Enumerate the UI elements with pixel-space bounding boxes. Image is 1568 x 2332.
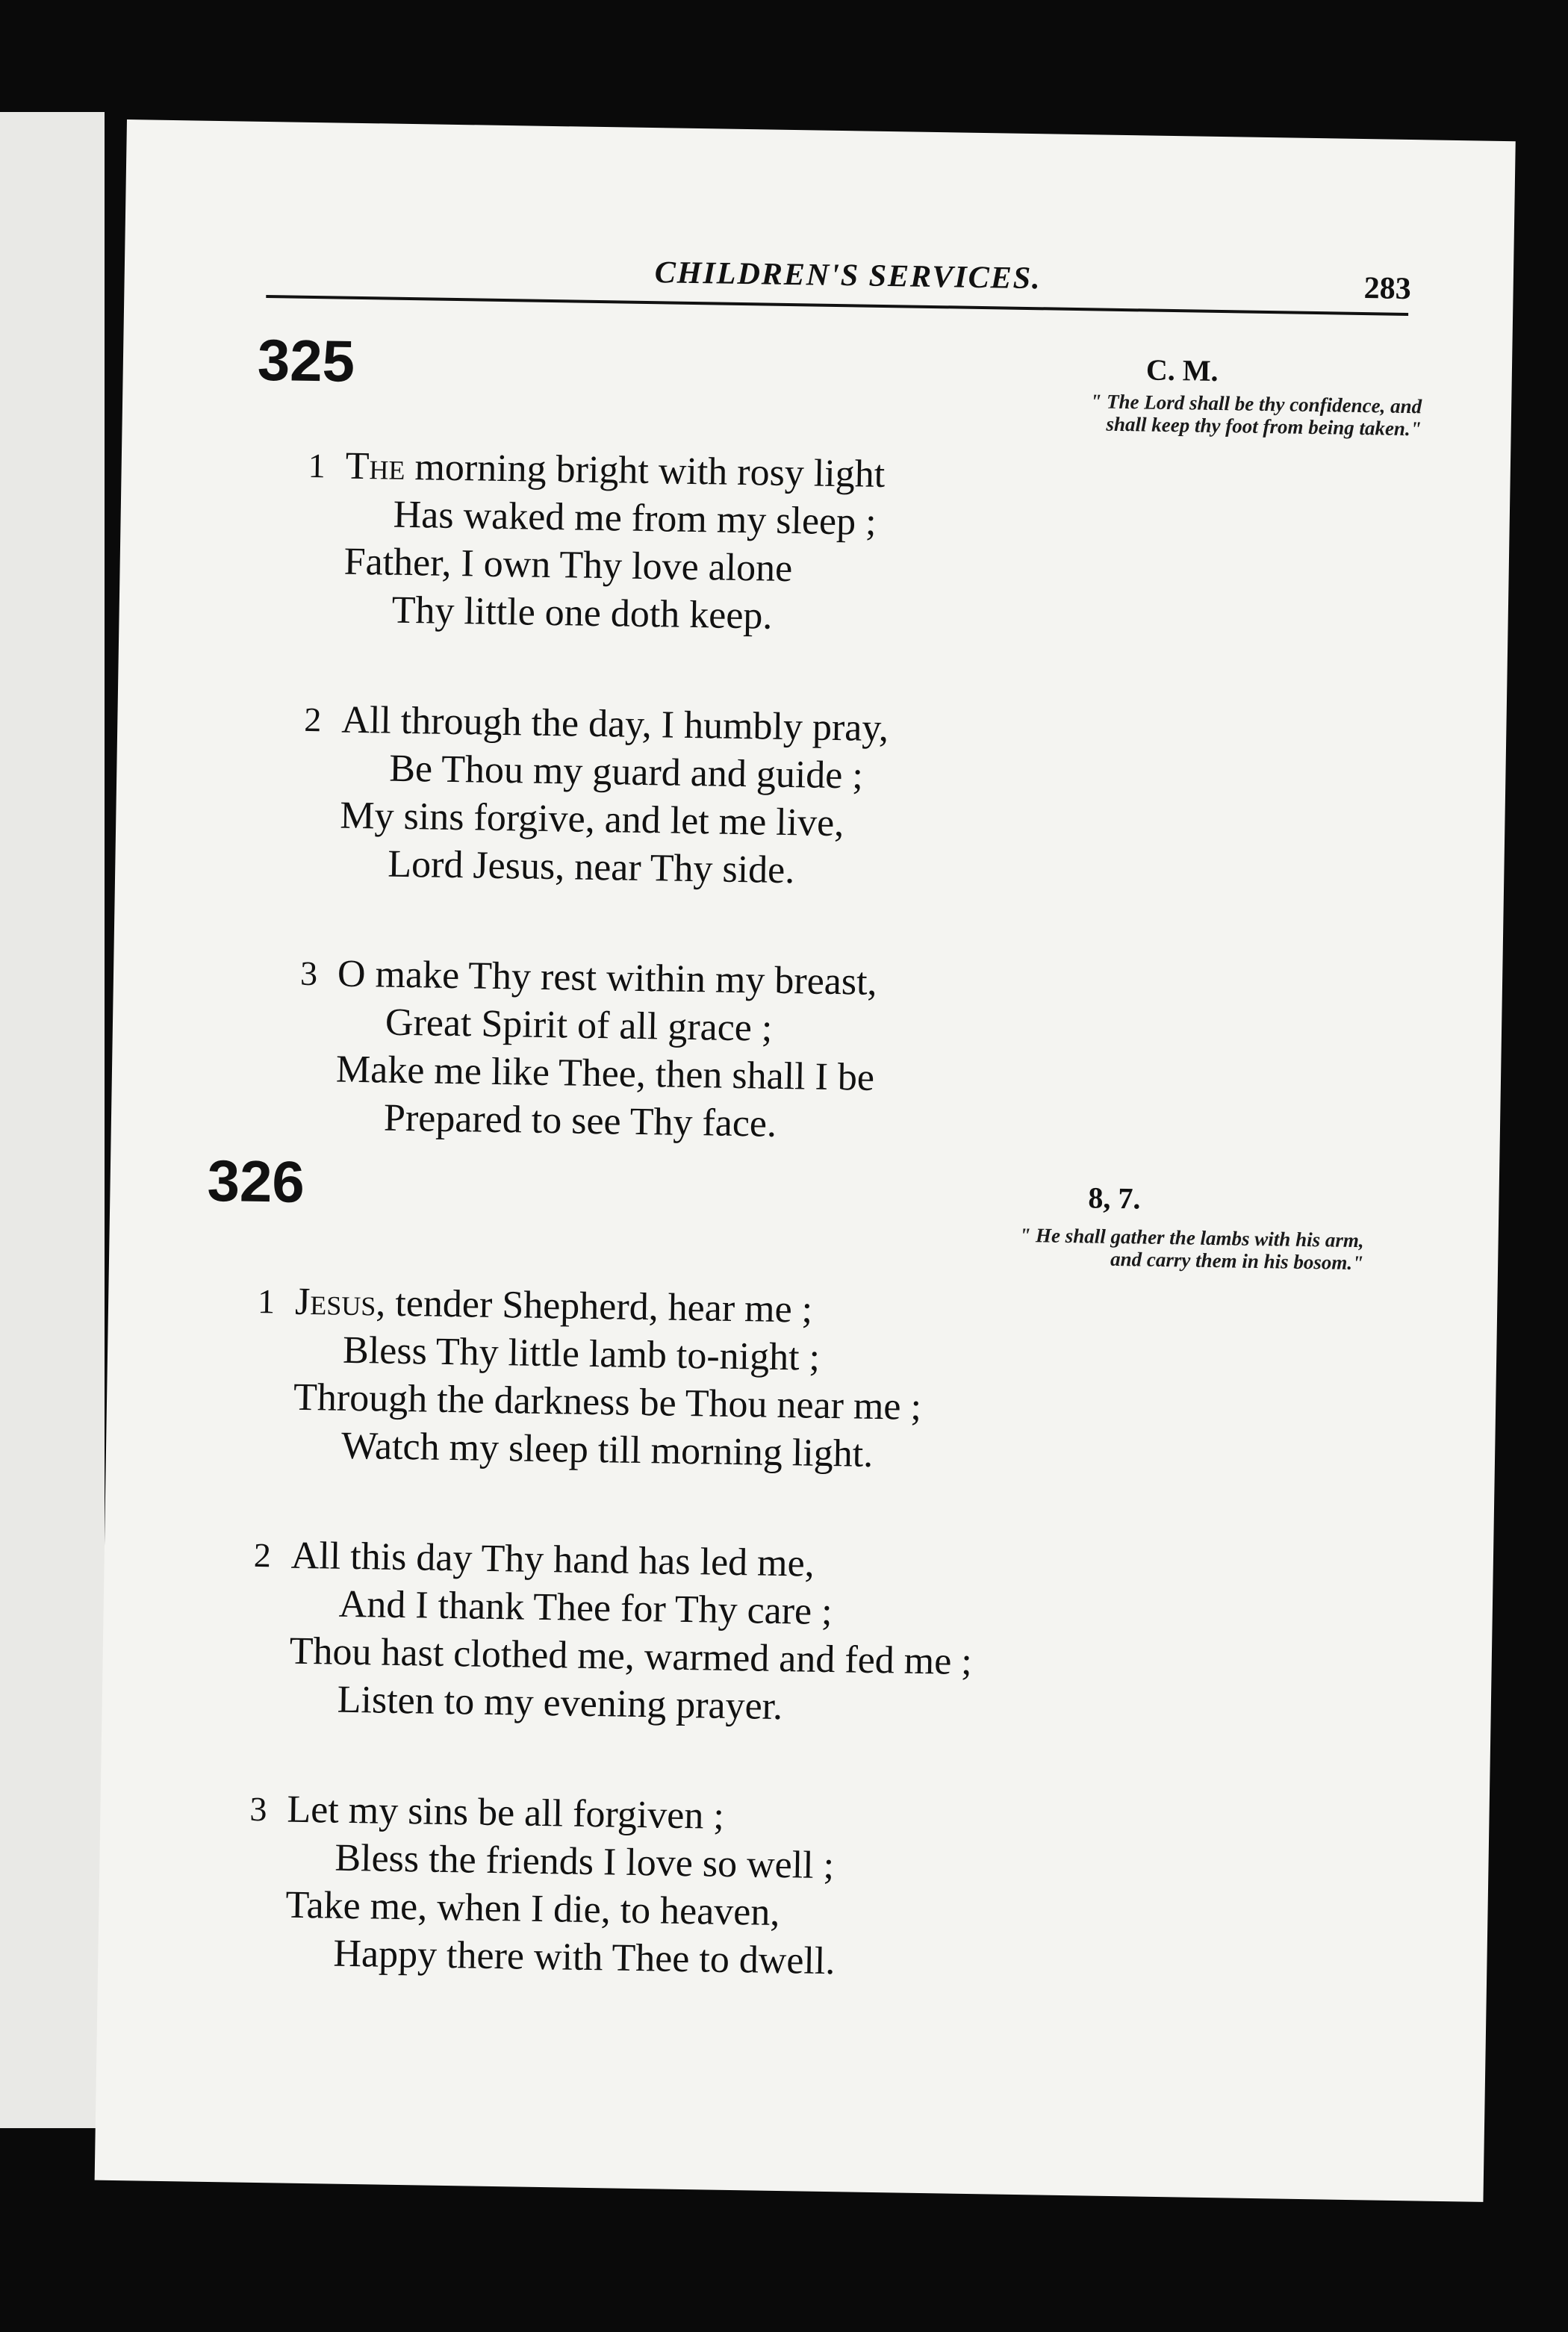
verse-line: Thy little one doth keep. [391,588,773,638]
verse-number: 3 [299,954,318,993]
verse-line: My sins forgive, and let me live, [339,794,844,845]
verse-line: Lord Jesus, near Thy side. [387,842,795,892]
verse [109,1277,1498,1476]
hymn-number: 326 [207,1147,305,1215]
verse-line: Happy there with Thee to dwell. [333,1932,836,1983]
verse-line: All through the day, I humbly pray, [340,698,889,750]
verse-line: And I thank Thee for Thy care ; [338,1582,833,1634]
verse-number: 2 [304,700,322,739]
verse-line: Take me, when I die, to heaven, [285,1883,780,1935]
verse-line: Watch my sleep till morning light. [340,1424,874,1476]
verse-line: Make me like Thee, then shall I be [335,1048,875,1099]
verse-line [295,1280,813,1333]
epigraph-line: " The Lord shall be thy confidence, and [1090,390,1422,418]
epigraph-line: and carry them in his bosom." [1110,1247,1364,1275]
epigraph-line: shall keep thy foot from being taken." [1106,412,1422,441]
verse-first-word: Jesus, [294,1280,386,1325]
hymn-meter: C. M. [1145,352,1219,388]
verse-number: 1 [308,446,326,485]
verse [101,1785,1490,1983]
hymn-325 [124,326,1513,1145]
verse-line: Has waked me from my sleep ; [393,493,877,544]
verse [105,1531,1493,1729]
verse-line: Be Thou my guard and guide ; [388,747,864,797]
verse-line-text: tender Shepherd, hear me ; [394,1281,813,1331]
verse-line: Father, I own Thy love alone [343,540,793,591]
hymn-meter: 8, 7. [1088,1181,1141,1216]
verse-number: 2 [253,1535,272,1575]
verse-line: All this day Thy hand has led me, [290,1534,815,1585]
verse [122,441,1511,638]
verse-line: Great Spirit of all grace ; [385,1001,773,1050]
verse-line: Bless the friends I love so well ; [335,1836,835,1888]
page-number: 283 [1363,271,1412,307]
epigraph-line: " He shall gather the lambs with his arm, [1019,1223,1364,1252]
verse [118,694,1507,892]
hymn-epigraph [705,384,1422,440]
verse-line: Let my sins be all forgiven ; [287,1788,725,1838]
verse [114,948,1503,1145]
hymn-epigraph [632,1218,1364,1274]
verse-line: Bless Thy little lamb to-night ; [342,1328,821,1379]
hymn-number: 325 [257,326,355,394]
verse-line: Listen to my evening prayer. [337,1678,783,1729]
verse-number: 1 [257,1281,276,1321]
verse-line: Thou hast clothed me, warmed and fed me ; [289,1629,973,1684]
verse-line: Through the darkness be Thou near me ; [293,1375,922,1428]
verse-first-word: The [345,444,405,488]
book-page [95,119,1516,2202]
running-head [266,249,1416,311]
hymn-326 [111,1147,1499,1983]
verse-line: Prepared to see Thy face. [383,1096,777,1145]
verse-line [345,444,885,497]
verse-number: 3 [249,1789,267,1829]
running-head-title: CHILDREN'S SERVICES. [654,255,1042,296]
verse-line-text: morning bright with rosy light [414,446,886,497]
previous-page-edge [0,112,105,2128]
verse-line: O make Thy rest within my breast, [337,952,878,1004]
